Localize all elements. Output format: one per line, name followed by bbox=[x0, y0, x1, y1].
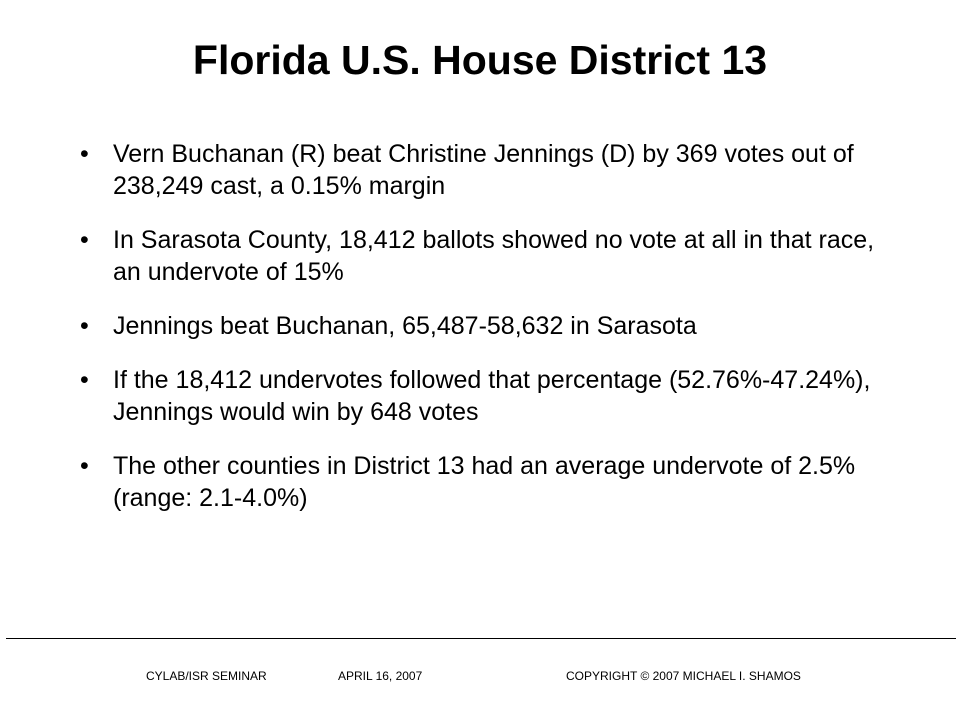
footer-date: APRIL 16, 2007 bbox=[338, 669, 423, 683]
bullet-dot-icon: • bbox=[80, 366, 89, 394]
bullet-item bbox=[80, 310, 900, 342]
bullet-item bbox=[80, 364, 900, 428]
footer-seminar-label: CYLAB/ISR SEMINAR bbox=[146, 669, 267, 683]
bullet-text: Jennings beat Buchanan, 65,487-58,632 in Sarasota bbox=[113, 312, 697, 340]
bullet-list bbox=[80, 138, 900, 536]
bullet-item bbox=[80, 138, 900, 202]
footer-copyright: COPYRIGHT © 2007 MICHAEL I. SHAMOS bbox=[566, 669, 801, 683]
bullet-text: In Sarasota County, 18,412 ballots showed no vote at all in that race, an undervote of 15% bbox=[113, 226, 875, 286]
bullet-text: If the 18,412 undervotes followed that percentage (52.76%-47.24%), Jennings would win by 648 votes bbox=[113, 366, 871, 426]
bullet-item bbox=[80, 450, 900, 514]
footer-divider bbox=[6, 638, 956, 639]
bullet-text: The other counties in District 13 had an average undervote of 2.5% (range: 2.1-4.0%) bbox=[113, 452, 856, 512]
bullet-dot-icon: • bbox=[80, 226, 89, 254]
bullet-text: Vern Buchanan (R) beat Christine Jennings (D) by 369 votes out of 238,249 cast, a 0.15% margin bbox=[113, 140, 854, 200]
bullet-dot-icon: • bbox=[80, 452, 89, 480]
bullet-item bbox=[80, 224, 900, 288]
slide-title: Florida U.S. House District 13 bbox=[192, 37, 768, 83]
bullet-dot-icon: • bbox=[80, 312, 89, 340]
bullet-dot-icon: • bbox=[80, 140, 89, 168]
